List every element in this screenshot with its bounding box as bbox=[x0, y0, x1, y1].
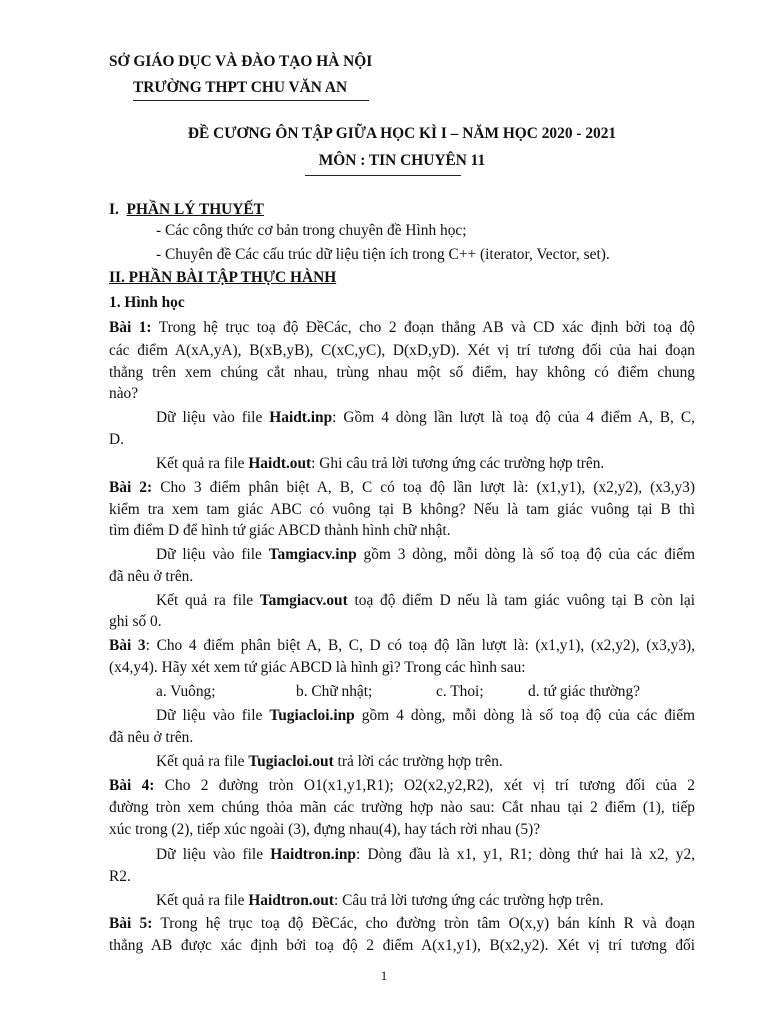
document-subject: MÔN : TIN CHUYÊN 11 bbox=[318, 152, 486, 169]
exercise-3-output: Kết quả ra file Tugiacloi.out trả lời các trường hợp trên. bbox=[156, 753, 503, 770]
theory-heading: I. PHẦN LÝ THUYẾT bbox=[109, 201, 264, 218]
school-name: TRƯỜNG THPT CHU VĂN AN bbox=[133, 79, 348, 96]
exercise-2-output: Kết quả ra file Tamgiacv.out toạ độ điểm D nếu là tam giác vuông tại B còn lại bbox=[156, 592, 695, 609]
school-underline bbox=[133, 100, 369, 101]
exercise-1-line-2: các điểm A(xA,yA), B(xB,yB), C(xC,yC), D(xD,yD). Xét vị trí tương đối của hai đoạn bbox=[109, 342, 695, 359]
exercise-4-line-1: Bài 4: Cho 2 đường tròn O1(x1,y1,R1); O2(x2,y2,R2), xét vị trí tương đối của 2 bbox=[109, 777, 695, 794]
exercise-1-output: Kết quả ra file Haidt.out: Ghi câu trả lời tương ứng các trường hợp trên. bbox=[156, 455, 605, 472]
page-number: 1 bbox=[380, 968, 388, 983]
theory-item-1: - Các công thức cơ bản trong chuyên đề Hình học; bbox=[156, 222, 467, 239]
subject-underline bbox=[305, 175, 461, 176]
exercise-1-input-cont: D. bbox=[109, 431, 124, 448]
exercise-2-line-3: tìm điểm D để hình tứ giác ABCD thành hình chữ nhật. bbox=[109, 522, 451, 539]
exercise-3-option-b: b. Chữ nhật; bbox=[296, 683, 373, 700]
exercise-3-line-2: (x4,y4). Hãy xét xem tứ giác ABCD là hình gì? Trong các hình sau: bbox=[109, 659, 526, 676]
exercise-2-line-2: kiểm tra xem tam giác ABC có vuông tại B không? Nếu là tam giác vuông tại B thì bbox=[109, 501, 695, 518]
exercise-2-output-cont: ghi số 0. bbox=[109, 613, 162, 630]
exercise-4-output: Kết quả ra file Haidtron.out: Câu trả lời tương ứng các trường hợp trên. bbox=[156, 892, 604, 909]
exercise-3-input: Dữ liệu vào file Tugiacloi.inp gồm 4 dòng, mỗi dòng là số toạ độ của các điểm bbox=[156, 707, 695, 724]
exercise-4-line-3: xúc trong (2), tiếp xúc ngoài (3), đựng nhau(4), hay tách rời nhau (5)? bbox=[109, 821, 541, 838]
exercise-1-line-1: Bài 1: Trong hệ trục toạ độ ĐềCác, cho 2 đoạn thẳng AB và CD xác định bởi toạ độ bbox=[109, 319, 695, 336]
exercise-4-input-cont: R2. bbox=[109, 868, 131, 885]
theory-item-2: - Chuyên đề Các cấu trúc dữ liệu tiện ích trong C++ (iterator, Vector, set). bbox=[156, 246, 610, 263]
exercise-1-line-3: thẳng trên xem chúng cắt nhau, trùng nhau một số điểm, hay không có điểm chung bbox=[109, 364, 695, 381]
department-name: SỞ GIÁO DỤC VÀ ĐÀO TẠO HÀ NỘI bbox=[109, 53, 373, 70]
geometry-subheading: 1. Hình học bbox=[109, 294, 185, 311]
exercise-5-line-1: Bài 5: Trong hệ trục toạ độ ĐềCác, cho đường tròn tâm O(x,y) bán kính R và đoạn bbox=[109, 915, 695, 932]
exercise-3-input-cont: đã nêu ở trên. bbox=[109, 729, 194, 746]
exercise-5-line-2: thẳng AB được xác định bởi toạ độ 2 điểm A(x1,y1), B(x2,y2). Xét vị trí tương đối bbox=[109, 937, 695, 954]
exercise-4-input: Dữ liệu vào file Haidtron.inp: Dòng đầu là x1, y1, R1; dòng thứ hai là x2, y2, bbox=[156, 846, 696, 863]
practice-heading: II. PHẦN BÀI TẬP THỰC HÀNH bbox=[109, 269, 337, 286]
exercise-2-input-cont: đã nêu ở trên. bbox=[109, 568, 194, 585]
exercise-2-input: Dữ liệu vào file Tamgiacv.inp gồm 3 dòng, mỗi dòng là số toạ độ của các điểm bbox=[156, 546, 695, 563]
exercise-1-input: Dữ liệu vào file Haidt.inp: Gồm 4 dòng lần lượt là toạ độ của 4 điểm A, B, C, bbox=[156, 409, 696, 426]
document-title: ĐỀ CƯƠNG ÔN TẬP GIỮA HỌC KÌ I – NĂM HỌC 2020 - 2021 bbox=[187, 125, 617, 142]
exercise-3-option-a: a. Vuông; bbox=[156, 683, 216, 700]
exercise-3-option-d: d. tứ giác thường? bbox=[528, 683, 641, 700]
exercise-2-line-1: Bài 2: Cho 3 điểm phân biệt A, B, C có toạ độ lần lượt là: (x1,y1), (x2,y2), (x3,y3) bbox=[109, 479, 695, 496]
exercise-1-line-4: nào? bbox=[109, 385, 139, 402]
exercise-3-line-1: Bài 3: Cho 4 điểm phân biệt A, B, C, D có toạ độ lần lượt là: (x1,y1), (x2,y2), (x3,y3), bbox=[109, 637, 695, 654]
exercise-3-option-c: c. Thoi; bbox=[436, 683, 484, 700]
exercise-4-line-2: đường tròn xem chúng thỏa mãn các trường hợp nào sau: Cắt nhau tại 2 điểm (1), tiếp bbox=[109, 799, 695, 816]
